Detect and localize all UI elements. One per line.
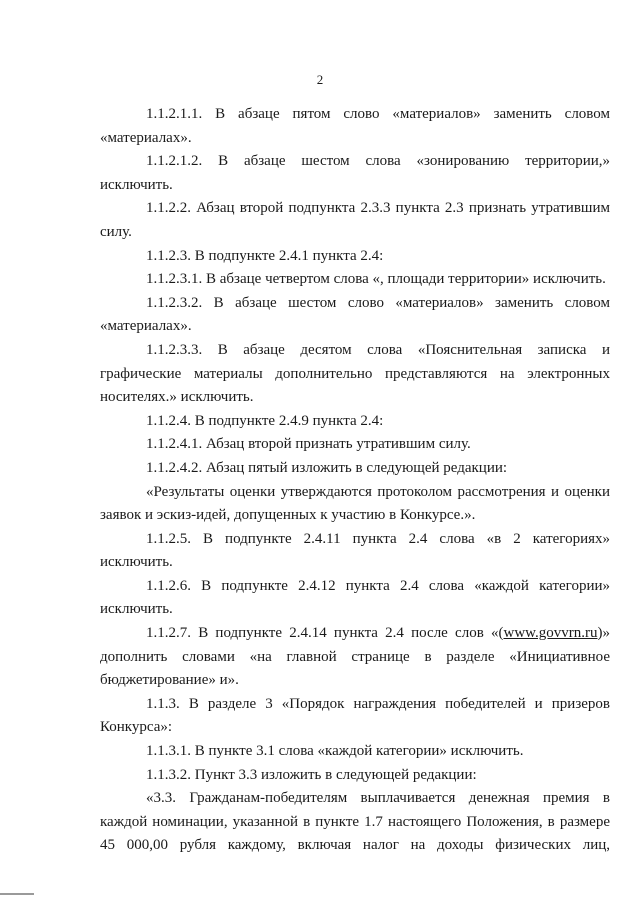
paragraph-1-1-2-4: 1.1.2.4. В подпункте 2.4.9 пункта 2.4: [146,412,384,429]
paragraph-1-1-3: 1.1.3. В разделе 3 «Порядок награждения победителей и призеров Конкурса»: [100,695,610,736]
paragraph-1-1-2-6: 1.1.2.6. В подпункте 2.4.12 пункта 2.4 слова «каждой категории» исключить. [100,577,610,618]
govvrn-link[interactable]: www.govvrn.ru [503,625,598,642]
paragraph-1-1-2-3-2: 1.1.2.3.2. В абзаце шестом слово «материалов» заменить словом «материалах». [100,294,610,335]
paragraph-1-1-2-7-start: 1.1.2.7. В подпункте 2.4.14 пункта 2.4 после слов «( [146,625,504,642]
paragraph-1-1-2-1-1: 1.1.2.1.1. В абзаце пятом слово «материалов» заменить словом «материалах». [100,106,610,146]
paragraph-1-1-2-4-1: 1.1.2.4.1. Абзац второй признать утратившим силу. [146,436,471,453]
quoted-paragraph-results: «Результаты оценки утверждаются протоколом рассмотрения и оценки заявок и эскиз-идей, допущенных к участию в Конкурсе.». [100,483,610,524]
paragraph-1-1-2-3-3: 1.1.2.3.3. В абзаце десятом слова «Пояснительная записка и графические материалы дополнительно представляются на электронных носителях.» исключить. [100,341,610,406]
page-number: 2 [316,72,324,87]
paragraph-1-1-2-5: 1.1.2.5. В подпункте 2.4.11 пункта 2.4 слова «в 2 категориях» исключить. [100,530,610,571]
paragraph-1-1-3-1: 1.1.3.1. В пункте 3.1 слова «каждой категории» исключить. [146,743,524,760]
paragraph-1-1-2-2: 1.1.2.2. Абзац второй подпункта 2.3.3 пункта 2.3 признать утратившим силу. [100,200,610,240]
paragraph-1-1-2-3-1: 1.1.2.3.1. В абзаце четвертом слова «, площади территории» исключить. [146,271,606,288]
paragraph-1-1-2-7-end: )» дополнить словами «на главной странице в разделе «Инициативное бюджетирование» и». [100,625,610,689]
scan-edge-mark [0,893,34,895]
paragraph-1-1-3-2: 1.1.3.2. Пункт 3.3 изложить в следующей редакции: [146,766,477,783]
paragraph-1-1-2-4-2: 1.1.2.4.2. Абзац пятый изложить в следующей редакции: [146,459,508,476]
document-body [100,103,610,858]
paragraph-1-1-2-1-2: 1.1.2.1.2. В абзаце шестом слова «зонированию территории,» исключить. [100,153,610,193]
paragraph-1-1-2-3: 1.1.2.3. В подпункте 2.4.1 пункта 2.4: [146,247,384,264]
paragraph-1-1-2-7 [100,622,610,693]
quoted-paragraph-3-3: «3.3. Гражданам-победителям выплачивается денежная премия в каждой номинации, указанной в пункте 1.7 настоящего Положения, в размере 45 000,00 рубля каждому, включая налог на доходы физических лиц, [100,790,610,854]
